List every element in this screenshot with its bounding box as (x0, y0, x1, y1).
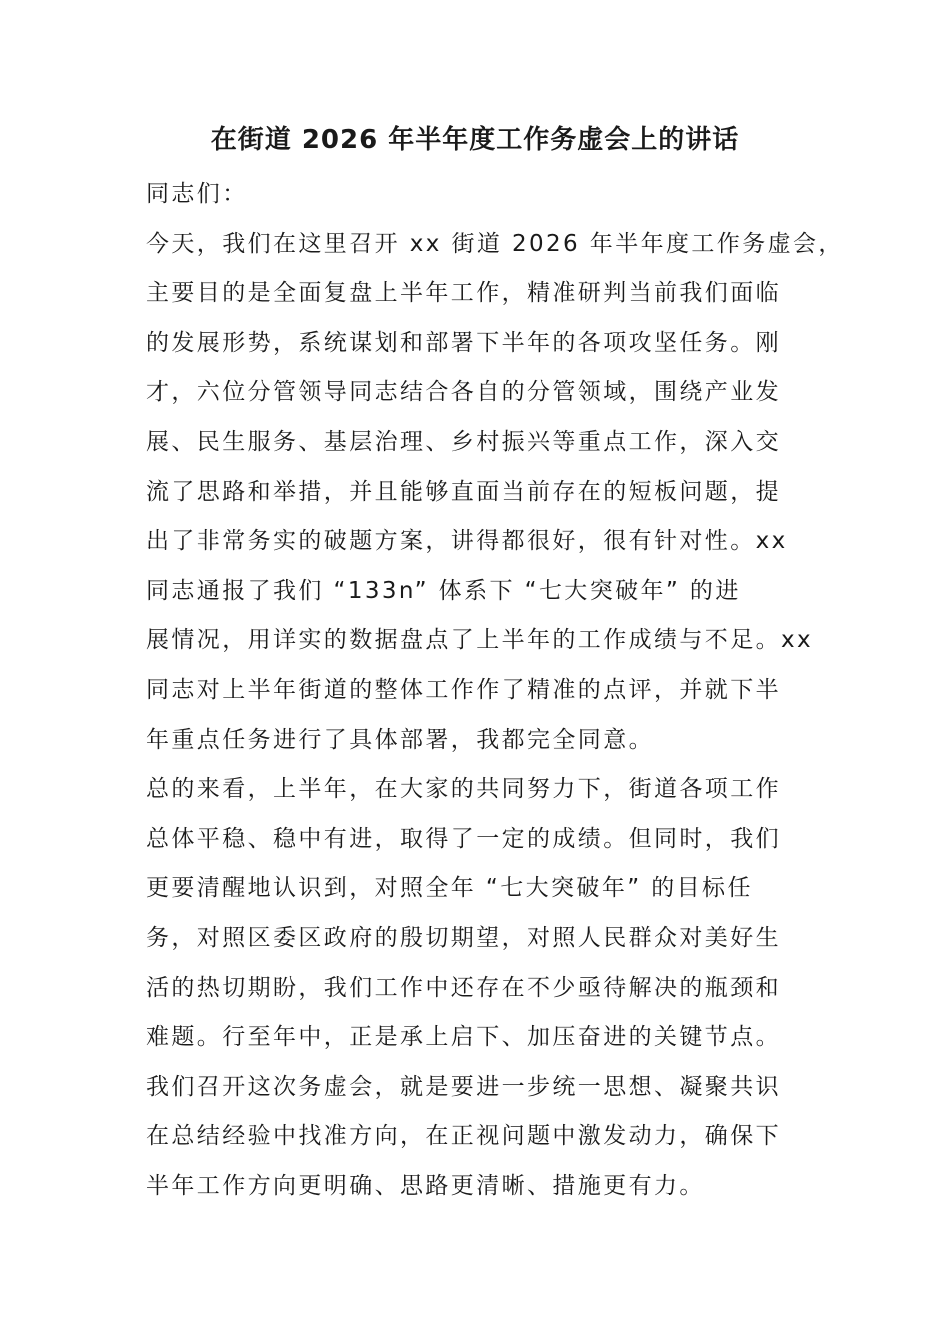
text-line: 总的来看，上半年，在大家的共同努力下，街道各项工作 (146, 776, 781, 803)
text-line: 同志们： (146, 181, 248, 207)
page-title: 在街道 2026 年半年度工作务虚会上的讲话 (210, 125, 740, 155)
text-line: 在总结经验中找准方向，在正视问题中激发动力，确保下 (146, 1123, 781, 1150)
speech-body (146, 170, 844, 1211)
text-line: 主要目的是全面复盘上半年工作，精准研判当前我们面临 (146, 280, 781, 307)
text-line: 同志对上半年街道的整体工作作了精准的点评，并就下半 (146, 676, 781, 703)
text-line: 展、民生服务、基层治理、乡村振兴等重点工作，深入交 (146, 428, 781, 455)
text-line: 展情况，用详实的数据盘点了上半年的工作成绩与不足。xx (146, 627, 814, 654)
text-line: 今天，我们在这里召开 xx 街道 2026 年半年度工作务虚会， (146, 230, 844, 257)
text-line: 同志通报了我们 “133n” 体系下 “七大突破年” 的进 (146, 577, 741, 604)
text-line: 年重点任务进行了具体部署，我都完全同意。 (146, 726, 654, 753)
text-line: 务，对照区委区政府的殷切期望，对照人民群众对美好生 (146, 924, 781, 951)
text-line: 总体平稳、稳中有进，取得了一定的成绩。但同时，我们 (146, 825, 781, 852)
text-line: 我们召开这次务虚会，就是要进一步统一思想、凝聚共识 (146, 1073, 781, 1100)
text-line: 出了非常务实的破题方案，讲得都很好，很有针对性。xx (146, 528, 788, 555)
text-line: 的发展形势，系统谋划和部署下半年的各项攻坚任务。刚 (146, 329, 781, 356)
text-line: 半年工作方向更明确、思路更清晰、措施更有力。 (146, 1172, 705, 1199)
text-line: 难题。行至年中，正是承上启下、加压奋进的关键节点。 (146, 1024, 781, 1051)
text-line: 活的热切期盼，我们工作中还存在不少亟待解决的瓶颈和 (146, 974, 781, 1001)
text-line: 才，六位分管领导同志结合各自的分管领域，围绕产业发 (146, 379, 781, 406)
text-line: 流了思路和举措，并且能够直面当前存在的短板问题，提 (146, 478, 781, 505)
text-line: 更要清醒地认识到，对照全年 “七大突破年” 的目标任 (146, 875, 753, 902)
